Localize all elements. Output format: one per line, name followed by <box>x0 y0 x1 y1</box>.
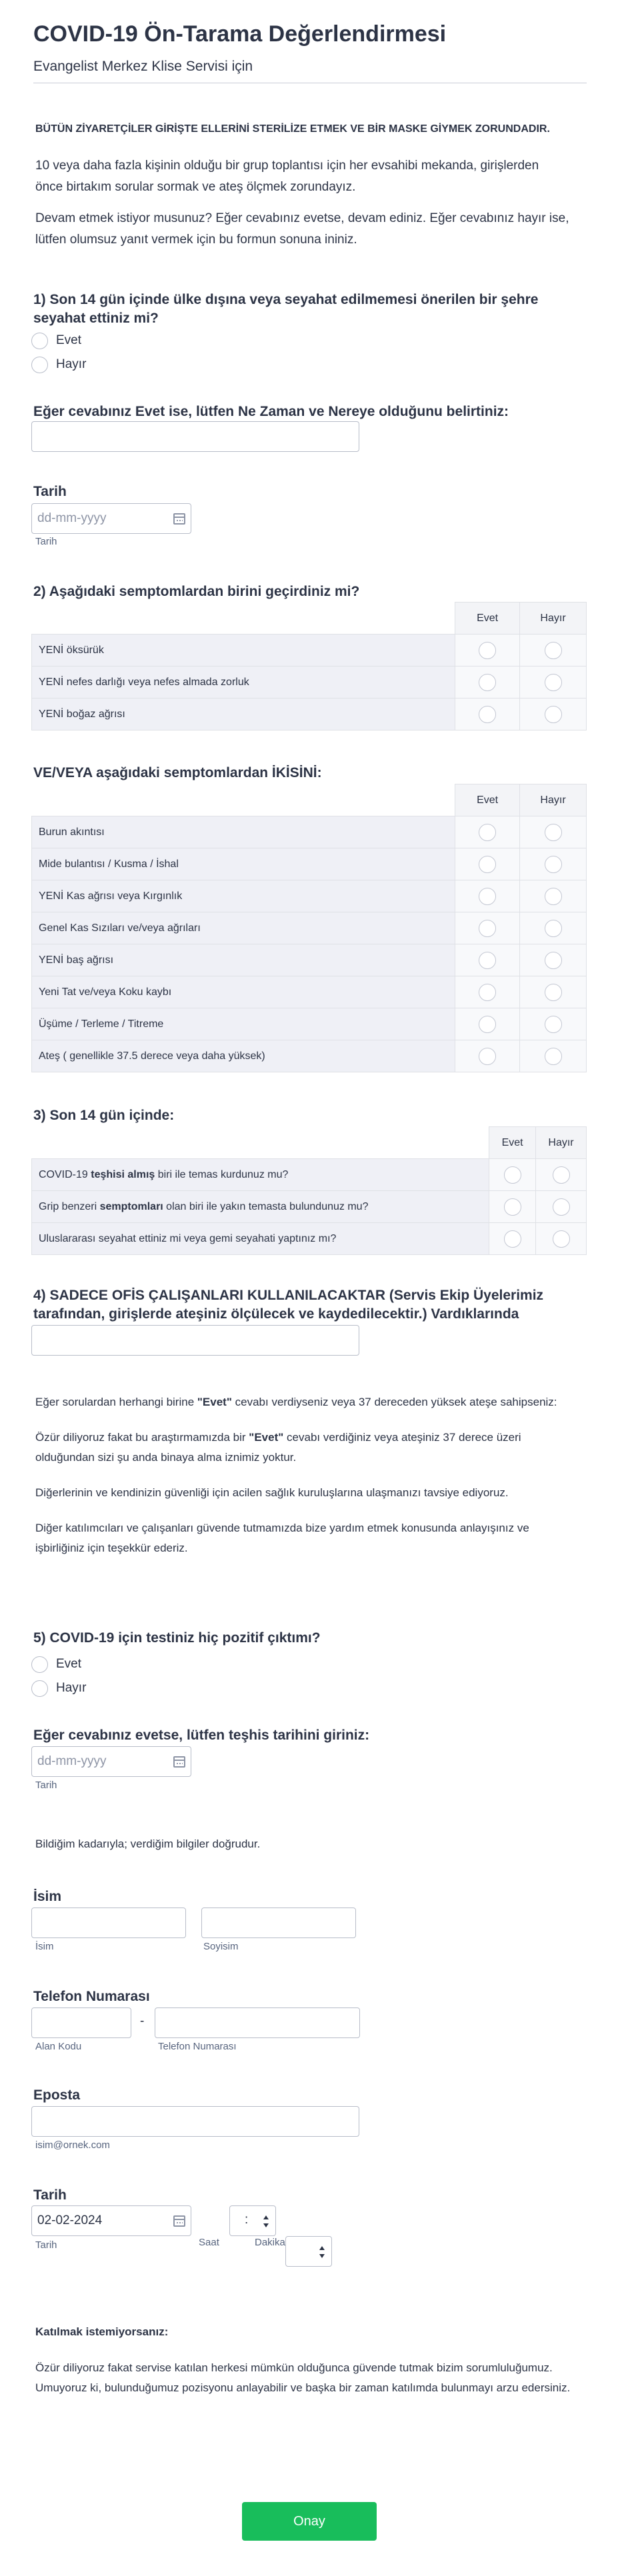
matrix-row-label: COVID-19 teşhisi almış biri ile temas kurdunuz mu? <box>32 1159 489 1191</box>
form-title: COVID-19 Ön-Tarama Değerlendirmesi <box>33 21 447 47</box>
matrix-row-label: YENİ boğaz ağrısı <box>32 698 455 730</box>
radio-label: Hayır <box>56 357 87 371</box>
q2b-label: VE/VEYA aşağıdaki semptomlardan İKİSİNİ: <box>33 765 322 780</box>
last-name-input[interactable] <box>201 1908 356 1938</box>
notice-paragraph-4: Diğer katılımcıları ve çalışanları güvende tutmamızda bize yardım etmek konusunda anlayışınız ve işbirliğiniz için teşekkür ederiz. <box>35 1522 529 1554</box>
radio-button[interactable] <box>31 357 48 373</box>
q4-temperature-input[interactable] <box>31 1325 359 1356</box>
matrix-row <box>32 912 587 944</box>
radio-button[interactable] <box>545 888 562 905</box>
first-name-input[interactable] <box>31 1908 186 1938</box>
column-header-yes: Evet <box>489 1127 536 1159</box>
q5-date-sublabel: Tarih <box>35 1780 57 1791</box>
matrix-row-label: Ateş ( genellikle 37.5 derece veya daha yüksek) <box>32 1040 455 1072</box>
radio-button[interactable] <box>479 1048 496 1065</box>
calendar-icon[interactable] <box>173 513 185 525</box>
q4-label: 4) SADECE OFİS ÇALIŞANLARI KULLANILACAKTAR (Servis Ekip Üyelerimiz tarafından, girişlerde ateşiniz ölçülecek ve kaydedilecektir.) Vardıklarında <box>33 1288 544 1322</box>
datetime-date-input[interactable] <box>31 2205 191 2236</box>
matrix-row <box>32 976 587 1008</box>
matrix-row <box>32 1191 587 1223</box>
radio-button[interactable] <box>479 952 496 969</box>
radio-label: Hayır <box>56 1681 87 1695</box>
hour-sublabel: Saat <box>199 2237 219 2248</box>
radio-button[interactable] <box>545 920 562 937</box>
declaration-text: Bildiğim kadarıyla; verdiğim bilgiler doğrudur. <box>35 1838 261 1850</box>
submit-button[interactable]: Onay <box>242 2502 377 2541</box>
column-header-yes: Evet <box>455 603 520 635</box>
radio-button[interactable] <box>545 984 562 1001</box>
radio-button[interactable] <box>545 1048 562 1065</box>
matrix-row <box>32 1223 587 1255</box>
radio-button[interactable] <box>479 856 496 873</box>
matrix-row <box>32 880 587 912</box>
time-separator: : <box>245 2213 249 2227</box>
phone-number-sublabel: Telefon Numarası <box>158 2041 237 2052</box>
datetime-label: Tarih <box>33 2187 67 2203</box>
matrix-row <box>32 635 587 666</box>
last-name-sublabel: Soyisim <box>203 1941 239 1952</box>
radio-button[interactable] <box>545 824 562 841</box>
matrix-row-label: YENİ baş ağrısı <box>32 944 455 976</box>
phone-separator: - <box>140 2014 145 2028</box>
matrix-row <box>32 1040 587 1072</box>
matrix-row <box>32 666 587 698</box>
q5-label: 5) COVID-19 için testiniz hiç pozitif çıktımı? <box>33 1630 321 1646</box>
spinner-arrows-icon[interactable] <box>319 2246 325 2258</box>
email-input[interactable] <box>31 2106 359 2137</box>
radio-button[interactable] <box>504 1230 521 1248</box>
q5-option-no[interactable] <box>31 1678 86 1698</box>
date-placeholder: dd-mm-yyyy <box>37 1754 107 1768</box>
matrix-row <box>32 1008 587 1040</box>
hour-spinner[interactable] <box>229 2205 276 2236</box>
phone-label: Telefon Numarası <box>33 1989 150 2004</box>
decline-text: Özür diliyoruz fakat servise katılan herkesi mümkün olduğunca güvende tutmak bizim sorumluluğumuz. Umuyoruz ki, bulunduğumuz pozisyonu anlayabilir ve başka bir zaman katılımda bulunmayı arzu edersiniz. <box>35 2361 571 2394</box>
radio-button[interactable] <box>479 706 496 723</box>
warning-text: BÜTÜN ZİYARETÇİLER GİRİŞTE ELLERİNİ STERİLİZE ETMEK VE BİR MASKE GİYMEK ZORUNDADIR. <box>35 123 550 135</box>
notice-paragraph-1: Eğer sorulardan herhangi birine "Evet" cevabı verdiyseniz veya 37 dereceden yüksek ateşe sahipseniz: <box>35 1396 557 1408</box>
minute-sublabel: Dakika <box>255 2237 285 2248</box>
matrix-row-label: Grip benzeri semptomları olan biri ile yakın temasta bulundunuz mu? <box>32 1191 489 1223</box>
first-name-sublabel: İsim <box>35 1941 54 1952</box>
radio-button[interactable] <box>31 1656 48 1673</box>
radio-button[interactable] <box>479 824 496 841</box>
radio-button[interactable] <box>545 1016 562 1033</box>
intro-paragraph-2: Devam etmek istiyor musunuz? Eğer cevabınız evetse, devam ediniz. Eğer cevabınız hayır ise, lütfen olumsuz yanıt vermek için bu formun sonuna ininiz. <box>35 211 569 247</box>
matrix-row-label: Üşüme / Terleme / Titreme <box>32 1008 455 1040</box>
radio-button[interactable] <box>545 642 562 659</box>
q1-detail-input[interactable] <box>31 421 359 452</box>
radio-button[interactable] <box>479 920 496 937</box>
matrix-row-label: Burun akıntısı <box>32 816 455 848</box>
radio-button[interactable] <box>31 333 48 349</box>
area-code-sublabel: Alan Kodu <box>35 2041 82 2052</box>
radio-button[interactable] <box>545 952 562 969</box>
name-label: İsim <box>33 1889 62 1904</box>
radio-button[interactable] <box>553 1230 570 1248</box>
date1-label: Tarih <box>33 484 67 499</box>
radio-button[interactable] <box>31 1680 48 1697</box>
matrix-row <box>32 698 587 730</box>
radio-button[interactable] <box>504 1166 521 1184</box>
column-header-no: Hayır <box>520 784 587 816</box>
radio-button[interactable] <box>479 888 496 905</box>
matrix-row-label: YENİ Kas ağrısı veya Kırgınlık <box>32 880 455 912</box>
radio-button[interactable] <box>504 1198 521 1216</box>
q2-label: 2) Aşağıdaki semptomlardan birini geçirdiniz mi? <box>33 584 360 599</box>
phone-number-input[interactable] <box>155 2007 360 2038</box>
column-header-no: Hayır <box>520 603 587 635</box>
q2-matrix <box>31 602 587 730</box>
intro-paragraph-1: 10 veya daha fazla kişinin olduğu bir grup toplantısı için her evsahibi mekanda, girişlerden önce birtakım sorular sormak ve ateş ölçmek zorundayız. <box>35 159 539 194</box>
radio-button[interactable] <box>479 674 496 691</box>
q1-option-yes[interactable] <box>31 331 81 351</box>
q1-label: 1) Son 14 gün içinde ülke dışına veya seyahat edilmemesi önerilen bir şehre seyahat ettiniz mi? <box>33 292 539 326</box>
radio-button[interactable] <box>479 1016 496 1033</box>
radio-button[interactable] <box>545 674 562 691</box>
matrix-row-label: Mide bulantısı / Kusma / İshal <box>32 848 455 880</box>
radio-button[interactable] <box>553 1166 570 1184</box>
area-code-input[interactable] <box>31 2007 131 2038</box>
matrix-row <box>32 848 587 880</box>
q5-date-input[interactable] <box>31 1746 191 1777</box>
notice-paragraph-2: Özür diliyoruz fakat bu araştırmamızda bir "Evet" cevabı verdiğiniz veya ateşiniz 37 derece üzeri olduğundan sizi şu anda binaya alma iznimiz yoktur. <box>35 1431 521 1464</box>
minute-spinner[interactable] <box>285 2236 332 2267</box>
column-header-no: Hayır <box>536 1127 587 1159</box>
column-header-yes: Evet <box>455 784 520 816</box>
q1-option-no[interactable] <box>31 355 86 375</box>
radio-button[interactable] <box>479 642 496 659</box>
matrix-row-label: YENİ öksürük <box>32 635 455 666</box>
matrix-row-label: Uluslararası seyahat ettiniz mi veya gemi seyahati yaptınız mı? <box>32 1223 489 1255</box>
matrix-row <box>32 1159 587 1191</box>
matrix-row-label: Yeni Tat ve/veya Koku kaybı <box>32 976 455 1008</box>
matrix-row-label: YENİ nefes darlığı veya nefes almada zorluk <box>32 666 455 698</box>
date-value: 02-02-2024 <box>37 2213 103 2227</box>
q3-label: 3) Son 14 gün içinde: <box>33 1108 175 1123</box>
matrix-row <box>32 944 587 976</box>
radio-button[interactable] <box>479 984 496 1001</box>
q2b-matrix <box>31 784 587 1072</box>
radio-button[interactable] <box>553 1198 570 1216</box>
email-label: Eposta <box>33 2087 81 2103</box>
calendar-icon[interactable] <box>173 2215 185 2227</box>
date-placeholder: dd-mm-yyyy <box>37 511 107 525</box>
radio-label: Evet <box>56 333 82 347</box>
q1-detail-label: Eğer cevabınız Evet ise, lütfen Ne Zaman ve Nereye olduğunu belirtiniz: <box>33 404 509 419</box>
q3-matrix <box>31 1126 587 1255</box>
email-sublabel: isim@ornek.com <box>35 2139 110 2151</box>
matrix-row <box>32 816 587 848</box>
datetime-date-sublabel: Tarih <box>35 2239 57 2251</box>
notice-paragraph-3: Diğerlerinin ve kendinizin güvenliği için acilen sağlık kuruluşlarına ulaşmanızı tavsiye ediyoruz. <box>35 1486 509 1499</box>
decline-title: Katılmak istemiyorsanız: <box>35 2325 169 2338</box>
radio-button[interactable] <box>545 706 562 723</box>
q5-option-yes[interactable] <box>31 1654 81 1674</box>
form-subtitle: Evangelist Merkez Klise Servisi için <box>33 59 253 74</box>
date1-sublabel: Tarih <box>35 536 57 547</box>
calendar-icon[interactable] <box>173 1756 185 1768</box>
spinner-arrows-icon[interactable] <box>263 2215 269 2227</box>
q5-date-label: Eğer cevabınız evetse, lütfen teşhis tarihini giriniz: <box>33 1728 370 1743</box>
matrix-row-label: Genel Kas Sızıları ve/veya ağrıları <box>32 912 455 944</box>
date1-input[interactable] <box>31 503 191 534</box>
radio-button[interactable] <box>545 856 562 873</box>
radio-label: Evet <box>56 1657 82 1671</box>
